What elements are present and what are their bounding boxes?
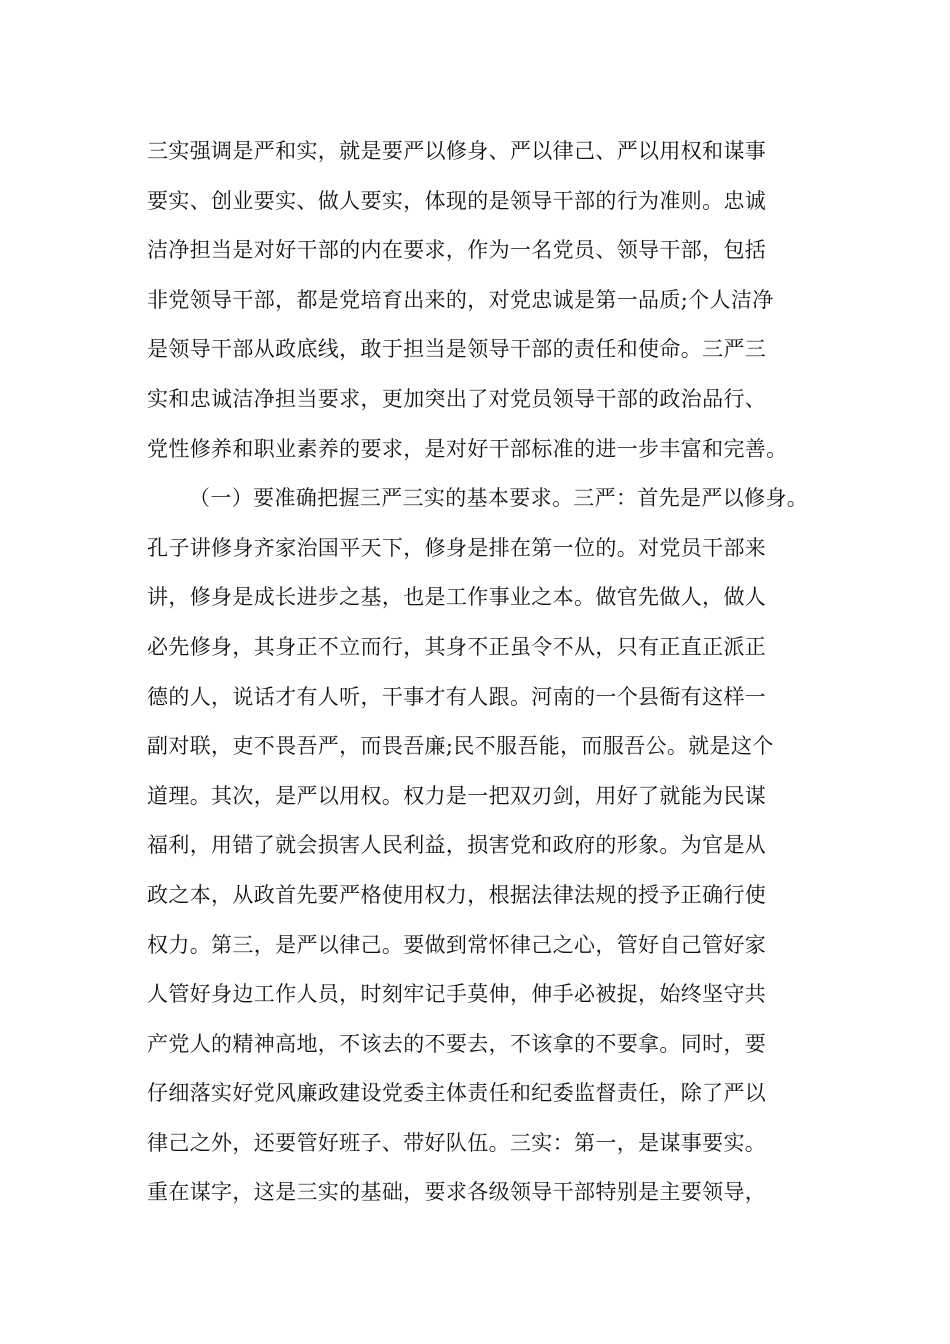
text-line: 非党领导干部，都是党培育出来的，对党忠诚是第一品质;个人洁净 [147,287,774,312]
text-line: 德的人，说话才有人听，干事才有人跟。河南的一个县衙有这样一 [147,684,767,709]
text-line: 是领导干部从政底线，敢于担当是领导干部的责任和使命。三严三 [147,337,767,362]
text-line: 要实、创业要实、做人要实，体现的是领导干部的行为准则。忠诚 [147,188,767,213]
text-line: 仔细落实好党风廉政建设党委主体责任和纪委监督责任，除了严以 [147,1081,767,1106]
text-line: 政之本，从政首先要严格使用权力，根据法律法规的授予正确行使 [147,882,767,907]
text-line: 实和忠诚洁净担当要求，更加突出了对党员领导干部的政治品行、 [147,386,767,411]
text-line: 重在谋字，这是三实的基础，要求各级领导干部特别是主要领导， [147,1180,767,1205]
text-line: 人管好身边工作人员，时刻牢记手莫伸，伸手必被捉，始终坚守共 [147,982,767,1007]
text-line: 孔子讲修身齐家治国平天下，修身是排在第一位的。对党员干部来 [147,535,767,560]
text-line: （一）要准确把握三严三实的基本要求。三严：首先是严以修身。 [189,486,809,511]
text-line: 讲，修身是成长进步之基，也是工作事业之本。做官先做人，做人 [147,585,767,610]
text-line: 权力。第三，是严以律己。要做到常怀律己之心，管好自己管好家 [147,932,767,957]
text-line: 律己之外，还要管好班子、带好队伍。三实：第一，是谋事要实。 [147,1130,767,1155]
text-line: 福利，用错了就会损害人民利益，损害党和政府的形象。为官是从 [147,833,767,858]
text-line: 三实强调是严和实，就是要严以修身、严以律己、严以用权和谋事 [147,139,767,163]
text-line: 党性修养和职业素养的要求，是对好干部标准的进一步丰富和完善。 [147,436,788,461]
text-line: 产党人的精神高地，不该去的不要去，不该拿的不要拿。同时，要 [147,1031,767,1056]
text-line: 必先修身，其身正不立而行，其身不正虽令不从，只有正直正派正 [147,634,767,659]
body-text [147,127,827,1218]
text-line: 副对联，吏不畏吾严，而畏吾廉;民不服吾能，而服吾公。就是这个 [147,734,774,759]
text-line: 洁净担当是对好干部的内在要求，作为一名党员、领导干部，包括 [147,238,767,263]
text-line: 道理。其次，是严以用权。权力是一把双刃剑，用好了就能为民谋 [147,783,767,808]
